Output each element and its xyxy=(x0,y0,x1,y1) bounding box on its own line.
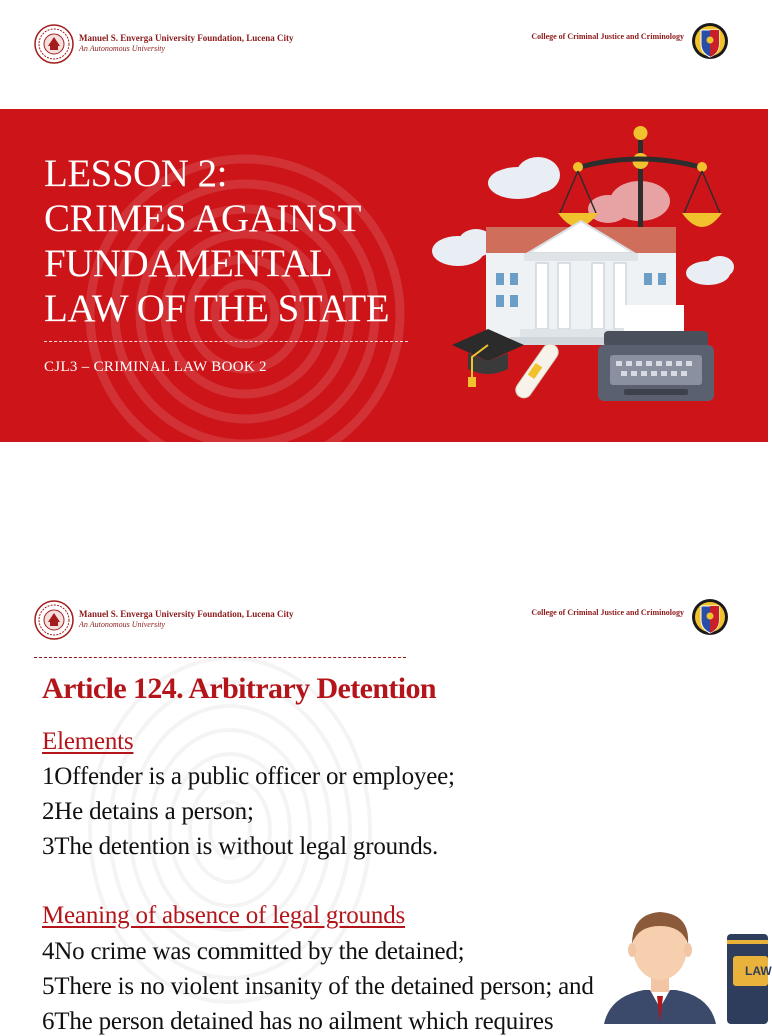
slide2-divider xyxy=(34,657,406,658)
college-name: College of Criminal Justice and Criminology xyxy=(531,32,684,41)
lesson-title-line-1: LESSON 2: xyxy=(44,152,227,195)
article-title: Article 124. Arbitrary Detention xyxy=(42,672,437,705)
course-code: CJL3 – CRIMINAL LAW BOOK 2 xyxy=(44,359,267,375)
college-crest-icon xyxy=(690,596,730,638)
college-crest-icon xyxy=(690,20,730,62)
law-book-graphic xyxy=(725,934,768,1024)
elements-heading: Elements xyxy=(42,728,134,755)
meaning-item-4: 4No crime was committed by the detained; xyxy=(42,938,465,965)
slide2-header xyxy=(0,596,768,656)
element-item-1: 1Offender is a public officer or employee; xyxy=(42,763,455,790)
title-banner xyxy=(0,109,768,442)
law-illustration xyxy=(428,123,748,423)
university-name: Manuel S. Enverga University Foundation, Lucena City xyxy=(79,609,294,619)
lesson-title-line-4: LAW OF THE STATE xyxy=(44,287,390,330)
university-tagline: An Autonomous University xyxy=(79,620,166,629)
university-tagline: An Autonomous University xyxy=(79,44,166,53)
university-seal-icon xyxy=(34,24,74,64)
meaning-item-5: 5There is no violent insanity of the detained person; and xyxy=(42,973,594,1000)
university-seal-icon xyxy=(34,600,74,640)
element-item-2: 2He detains a person; xyxy=(42,798,254,825)
meaning-heading: Meaning of absence of legal grounds xyxy=(42,902,406,929)
element-item-3: 3The detention is without legal grounds. xyxy=(42,833,439,860)
university-name: Manuel S. Enverga University Foundation, Lucena City xyxy=(79,33,294,43)
diploma-icon xyxy=(513,341,562,401)
college-name: College of Criminal Justice and Criminology xyxy=(531,608,684,617)
banner-divider xyxy=(44,341,408,342)
lesson-title-line-3: FUNDAMENTAL xyxy=(44,242,333,285)
meaning-item-6: 6The person detained has no ailment which requires xyxy=(42,1008,554,1035)
lawyer-avatar-icon xyxy=(604,904,716,1024)
lesson-title xyxy=(44,151,389,331)
law-book-label: LAW xyxy=(745,964,772,978)
law-book-icon xyxy=(725,934,772,1024)
lesson-title-line-2: CRIMES AGAINST xyxy=(44,197,361,240)
slide1-header xyxy=(0,20,768,80)
